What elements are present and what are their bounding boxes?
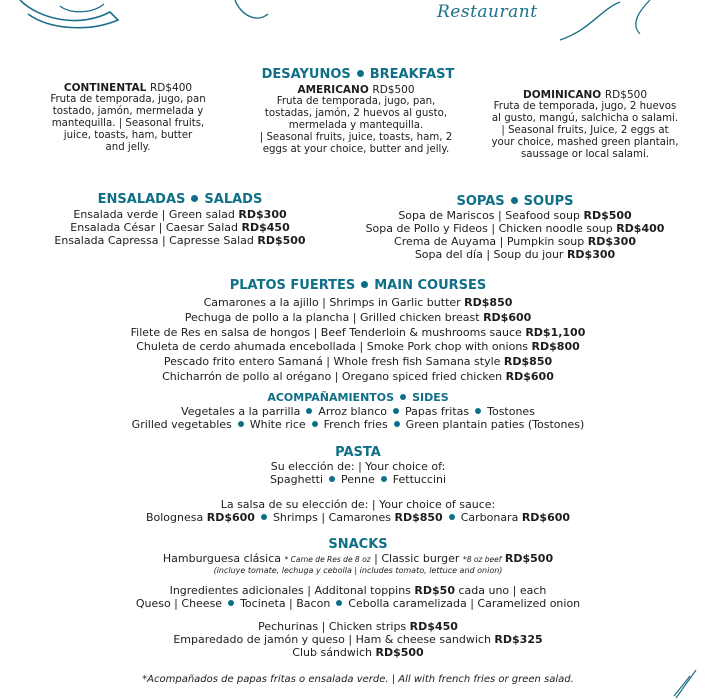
sides-en-line	[0, 418, 716, 431]
header-illustration	[0, 0, 716, 50]
extra-item: Tocineta | Bacon	[240, 597, 331, 610]
footnote: *Acompañados de papas fritas o ensalada verde. | All with french fries or green salad.	[142, 674, 574, 685]
item-price: RD$325	[494, 633, 543, 646]
extra-item: Cebolla caramelizada | Caramelized onion	[348, 597, 581, 610]
mains-heading	[0, 278, 716, 293]
list-item	[350, 235, 680, 248]
item-price: RD$300	[238, 208, 287, 221]
burger-note-en: *8 oz beef	[462, 555, 502, 564]
bullet-dot	[381, 476, 387, 482]
pasta-sauces-line	[0, 511, 716, 524]
americano-name: AMERICANO	[297, 84, 369, 96]
bullet-dot	[475, 408, 481, 414]
breakfast-heading	[0, 67, 716, 82]
mains-list	[0, 296, 716, 385]
list-item	[0, 355, 716, 370]
extras-price: RD$50	[414, 584, 455, 597]
item-price: RD$600	[505, 369, 554, 383]
sauce-price: RD$850	[394, 511, 443, 524]
dominicano-price: RD$500	[604, 89, 647, 101]
item-text: Ensalada César | Caesar Salad	[70, 221, 238, 234]
item-text: Filete de Res en salsa de hongos | Beef Tenderloin & mushrooms sauce	[130, 325, 522, 339]
extras-suffix: cada uno | each	[458, 584, 547, 597]
burger-name-es: Hamburguesa clásica	[162, 552, 281, 565]
list-item	[350, 248, 680, 261]
side-item: White rice	[249, 418, 306, 431]
sauce-price: RD$600	[521, 511, 571, 524]
bullet-dot	[357, 70, 364, 77]
breakfast-title-es: DESAYUNOS	[261, 67, 351, 82]
bullet-dot	[312, 421, 318, 427]
item-text: Sopa de Mariscos | Seafood soup	[398, 209, 580, 222]
bullet-dot	[361, 281, 368, 288]
bullet-dot	[394, 421, 400, 427]
soups-list	[350, 209, 680, 261]
list-item	[350, 209, 680, 222]
list-item	[0, 296, 716, 311]
item-price: RD$1,100	[525, 325, 586, 339]
breakfast-title-en: BREAKFAST	[369, 67, 455, 82]
list-item	[30, 234, 330, 247]
list-item	[350, 222, 680, 235]
pasta-sauce	[0, 498, 716, 524]
item-price: RD$500	[375, 646, 424, 659]
soups-heading	[395, 194, 635, 209]
continental-description: Fruta de temporada, jugo, pan tostado, jamón, mermelada y mantequilla. | Seasonal fruits, juice, toasts, ham, butter and jelly.	[50, 94, 206, 153]
dominicano-description: Fruta de temporada, jugo, 2 huevos al gusto, mangú, salchicha o salami. | Seasonal fruits, Juice, 2 eggs at your choice, mashed green plantain, saussage or local salami.	[491, 101, 679, 160]
list-item	[0, 620, 716, 633]
pasta-type: Penne	[341, 473, 375, 486]
item-text: Chicharrón de pollo al orégano | Oregano spiced fried chicken	[162, 369, 503, 383]
side-item: Vegetales a la parrilla	[181, 405, 301, 418]
item-price: RD$400	[616, 222, 665, 235]
extras-label: Ingredientes adicionales | Additonal toppins	[169, 584, 411, 597]
item-text: Emparedado de jamón y queso | Ham & cheese sandwich	[173, 633, 491, 646]
sauce-name: Bolognesa	[145, 511, 204, 524]
burger-price: RD$500	[504, 552, 554, 565]
bullet-dot	[191, 195, 198, 202]
burger-name-en: | Classic burger	[374, 552, 460, 565]
restaurant-wordmark: Restaurant	[437, 2, 538, 22]
item-price: RD$450	[409, 620, 458, 633]
extra-item: Queso | Cheese	[135, 597, 223, 610]
bullet-dot	[449, 514, 455, 520]
list-item	[0, 326, 716, 341]
soups-title-en: SOUPS	[523, 194, 574, 209]
pasta-type: Fettuccini	[392, 473, 447, 486]
item-text: Chuleta de cerdo ahumada encebollada | Smoke Pork chop with onions	[136, 340, 529, 354]
item-price: RD$850	[503, 355, 553, 369]
pasta-types-line	[0, 473, 716, 486]
dominicano-breakfast	[485, 89, 685, 161]
continental-name-line	[28, 82, 228, 94]
sauce-name: Carbonara	[460, 511, 519, 524]
burger-note-es: * Carne de Res de 8 oz	[284, 555, 371, 564]
sides-heading	[0, 391, 716, 404]
item-price: RD$800	[531, 340, 580, 354]
burger-includes: (incluye tomate, lechuga y cebolla | includes tomato, lettuce and onion)	[213, 566, 503, 575]
item-text: Crema de Auyama | Pumpkin soup	[394, 235, 585, 248]
item-text: Pechurinas | Chicken strips	[258, 620, 407, 633]
item-price: RD$300	[566, 248, 616, 261]
sides-title-en: SIDES	[412, 391, 449, 404]
list-item	[0, 633, 716, 646]
item-text: Sopa del día | Soup du jour	[414, 248, 564, 261]
item-price: RD$850	[464, 296, 513, 309]
list-item	[0, 370, 716, 385]
list-item	[0, 340, 716, 355]
americano-price: RD$500	[372, 84, 415, 96]
continental-breakfast	[28, 82, 228, 154]
item-text: Camarones a la ajillo | Shrimps in Garlic butter	[203, 296, 461, 309]
pen-sketch-icon	[670, 670, 698, 700]
soups-title-es: SOPAS	[456, 194, 505, 209]
bullet-dot	[228, 600, 234, 606]
side-item: Grilled vegetables	[131, 418, 232, 431]
americano-name-line	[256, 84, 456, 96]
sides-title-es: ACOMPAÑAMIENTOS	[267, 391, 395, 404]
side-item: Papas fritas	[405, 405, 470, 418]
bullet-dot	[238, 421, 244, 427]
snacks-list	[0, 552, 716, 659]
item-price: RD$450	[241, 221, 290, 234]
americano-description: Fruta de temporada, jugo, pan, tostadas, jamón, 2 huevos al gusto, mermelada y mantequilla. | Seasonal fruits, juice, toasts, ham, 2 eggs at your choice, butter and jelly.	[259, 96, 453, 155]
continental-price: RD$400	[149, 82, 193, 94]
item-price: RD$600	[483, 310, 532, 324]
item-price: RD$500	[257, 234, 306, 247]
pasta-choice	[0, 460, 716, 486]
bullet-dot	[306, 408, 312, 414]
salads-title-es: ENSALADAS	[97, 192, 186, 207]
list-item	[0, 311, 716, 326]
americano-breakfast	[256, 84, 456, 156]
side-item: Green plantain paties (Tostones)	[405, 418, 585, 431]
item-text: Club sándwich	[292, 646, 372, 659]
bullet-dot	[393, 408, 399, 414]
continental-name: CONTINENTAL	[63, 82, 147, 94]
list-item	[30, 208, 330, 221]
pasta-sauce-label: La salsa de su elección de: | Your choice of sauce:	[220, 498, 496, 511]
item-price: RD$300	[587, 235, 636, 248]
sides-list	[0, 405, 716, 431]
mains-title-es: PLATOS FUERTES	[229, 278, 356, 293]
extras-line	[0, 584, 716, 597]
dominicano-name-line	[485, 89, 685, 101]
dominicano-name: DOMINICANO	[522, 89, 602, 101]
bullet-dot	[329, 476, 335, 482]
sauce-price: RD$600	[206, 511, 255, 524]
pasta-type: Spaghetti	[269, 473, 324, 486]
list-item	[0, 646, 716, 659]
bullet-dot	[400, 394, 406, 400]
sides-es-line	[0, 405, 716, 418]
pasta-heading: PASTA	[335, 445, 381, 460]
snacks-heading: SNACKS	[328, 537, 388, 552]
side-item: French fries	[323, 418, 388, 431]
item-price: RD$500	[583, 209, 632, 222]
list-item	[30, 221, 330, 234]
mains-title-en: MAIN COURSES	[374, 278, 487, 293]
item-text: Pescado frito entero Samaná | Whole fresh fish Samana style	[163, 355, 501, 369]
sauce-name: Shrimps | Camarones	[272, 511, 391, 524]
burger-line	[0, 552, 716, 566]
item-text: Ensalada Capressa | Capresse Salad	[54, 234, 254, 247]
bullet-dot	[261, 514, 267, 520]
bullet-dot	[511, 197, 518, 204]
item-text: Pechuga de pollo a la plancha | Grilled chicken breast	[184, 310, 480, 324]
bullet-dot	[336, 600, 342, 606]
pasta-choice-label: Su elección de: | Your choice of:	[270, 460, 446, 473]
side-item: Arroz blanco	[318, 405, 388, 418]
salads-heading	[60, 192, 300, 207]
item-text: Sopa de Pollo y Fideos | Chicken noodle soup	[365, 222, 613, 235]
extras-items-line	[0, 597, 716, 610]
salads-title-en: SALADS	[204, 192, 263, 207]
side-item: Tostones	[487, 405, 535, 418]
item-text: Ensalada verde | Green salad	[73, 208, 235, 221]
salads-list	[30, 208, 330, 247]
